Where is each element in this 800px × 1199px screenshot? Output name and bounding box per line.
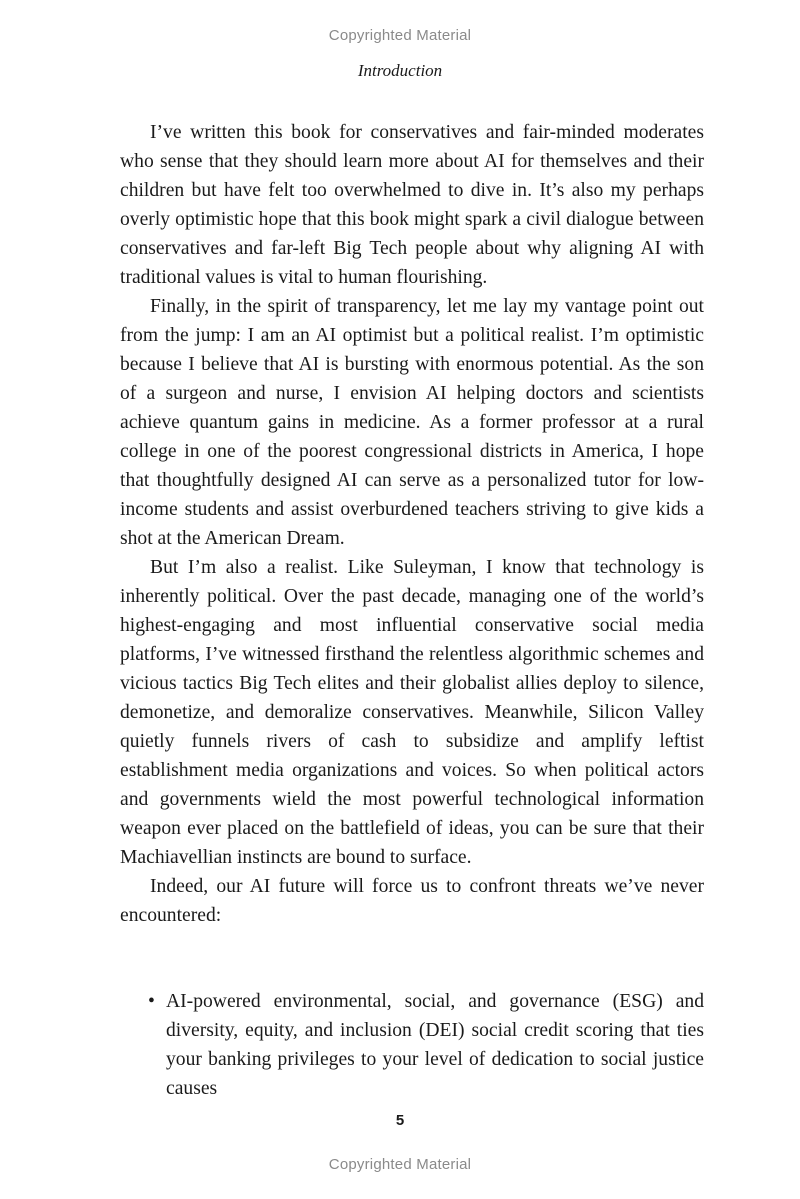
paragraph: Indeed, our AI future will force us to confront threats we’ve never encountered: — [120, 876, 704, 926]
paragraph: I’ve written this book for conservatives and fair-minded moderates who sense that they should learn more about AI for themselves and their children but have felt too overwhelmed to dive in. It’s also my perhaps overly optimistic hope that this book might spark a civil dialogue between conservatives and far-left Big Tech people about why aligning AI with traditional values is vital to human flourishing. — [120, 122, 704, 288]
bullet-text: AI-powered environmental, social, and governance (ESG) and diversity, equity, and inclusion (DEI) social credit scoring that ties your banking privileges to your level of dedication to social justice causes — [166, 991, 704, 1099]
running-head: Introduction — [357, 61, 443, 80]
body-text — [120, 118, 704, 1103]
bullet-list — [120, 987, 704, 1103]
bullet-item — [120, 987, 704, 1103]
copyright-watermark-top: Copyrighted Material — [328, 27, 472, 44]
paragraph: But I’m also a realist. Like Suleyman, I know that technology is inherently political. Over the past decade, managing one of the world’s highest-engaging and most influential conservative social media platforms, I’ve witnessed firsthand the relentless algorithmic schemes and vicious tactics Big Tech elites and their globalist allies deploy to silence, demonetize, and demoralize conservatives. Meanwhile, Silicon Valley quietly funnels rivers of cash to subsidize and amplify leftist establishment media organizations and voices. So when political actors and governments wield the most powerful technological information weapon ever placed on the battlefield of ideas, you can be sure that their Machiavellian instincts are bound to surface. — [120, 557, 704, 868]
page-number: 5 — [395, 1112, 405, 1129]
bullet-icon: • — [148, 991, 155, 1012]
copyright-watermark-bottom: Copyrighted Material — [328, 1156, 472, 1173]
paragraph: Finally, in the spirit of transparency, let me lay my vantage point out from the jump: I am an AI optimist but a political realist. I’m optimistic because I believe that AI is bursting with enormous potential. As the son of a surgeon and nurse, I envision AI helping doctors and scientists achieve quantum gains in medicine. As a former professor at a rural college in one of the poorest congressional districts in America, I hope that thoughtfully designed AI can serve as a personalized tutor for low-income students and assist overburdened teachers striving to give kids a shot at the American Dream. — [120, 296, 704, 549]
